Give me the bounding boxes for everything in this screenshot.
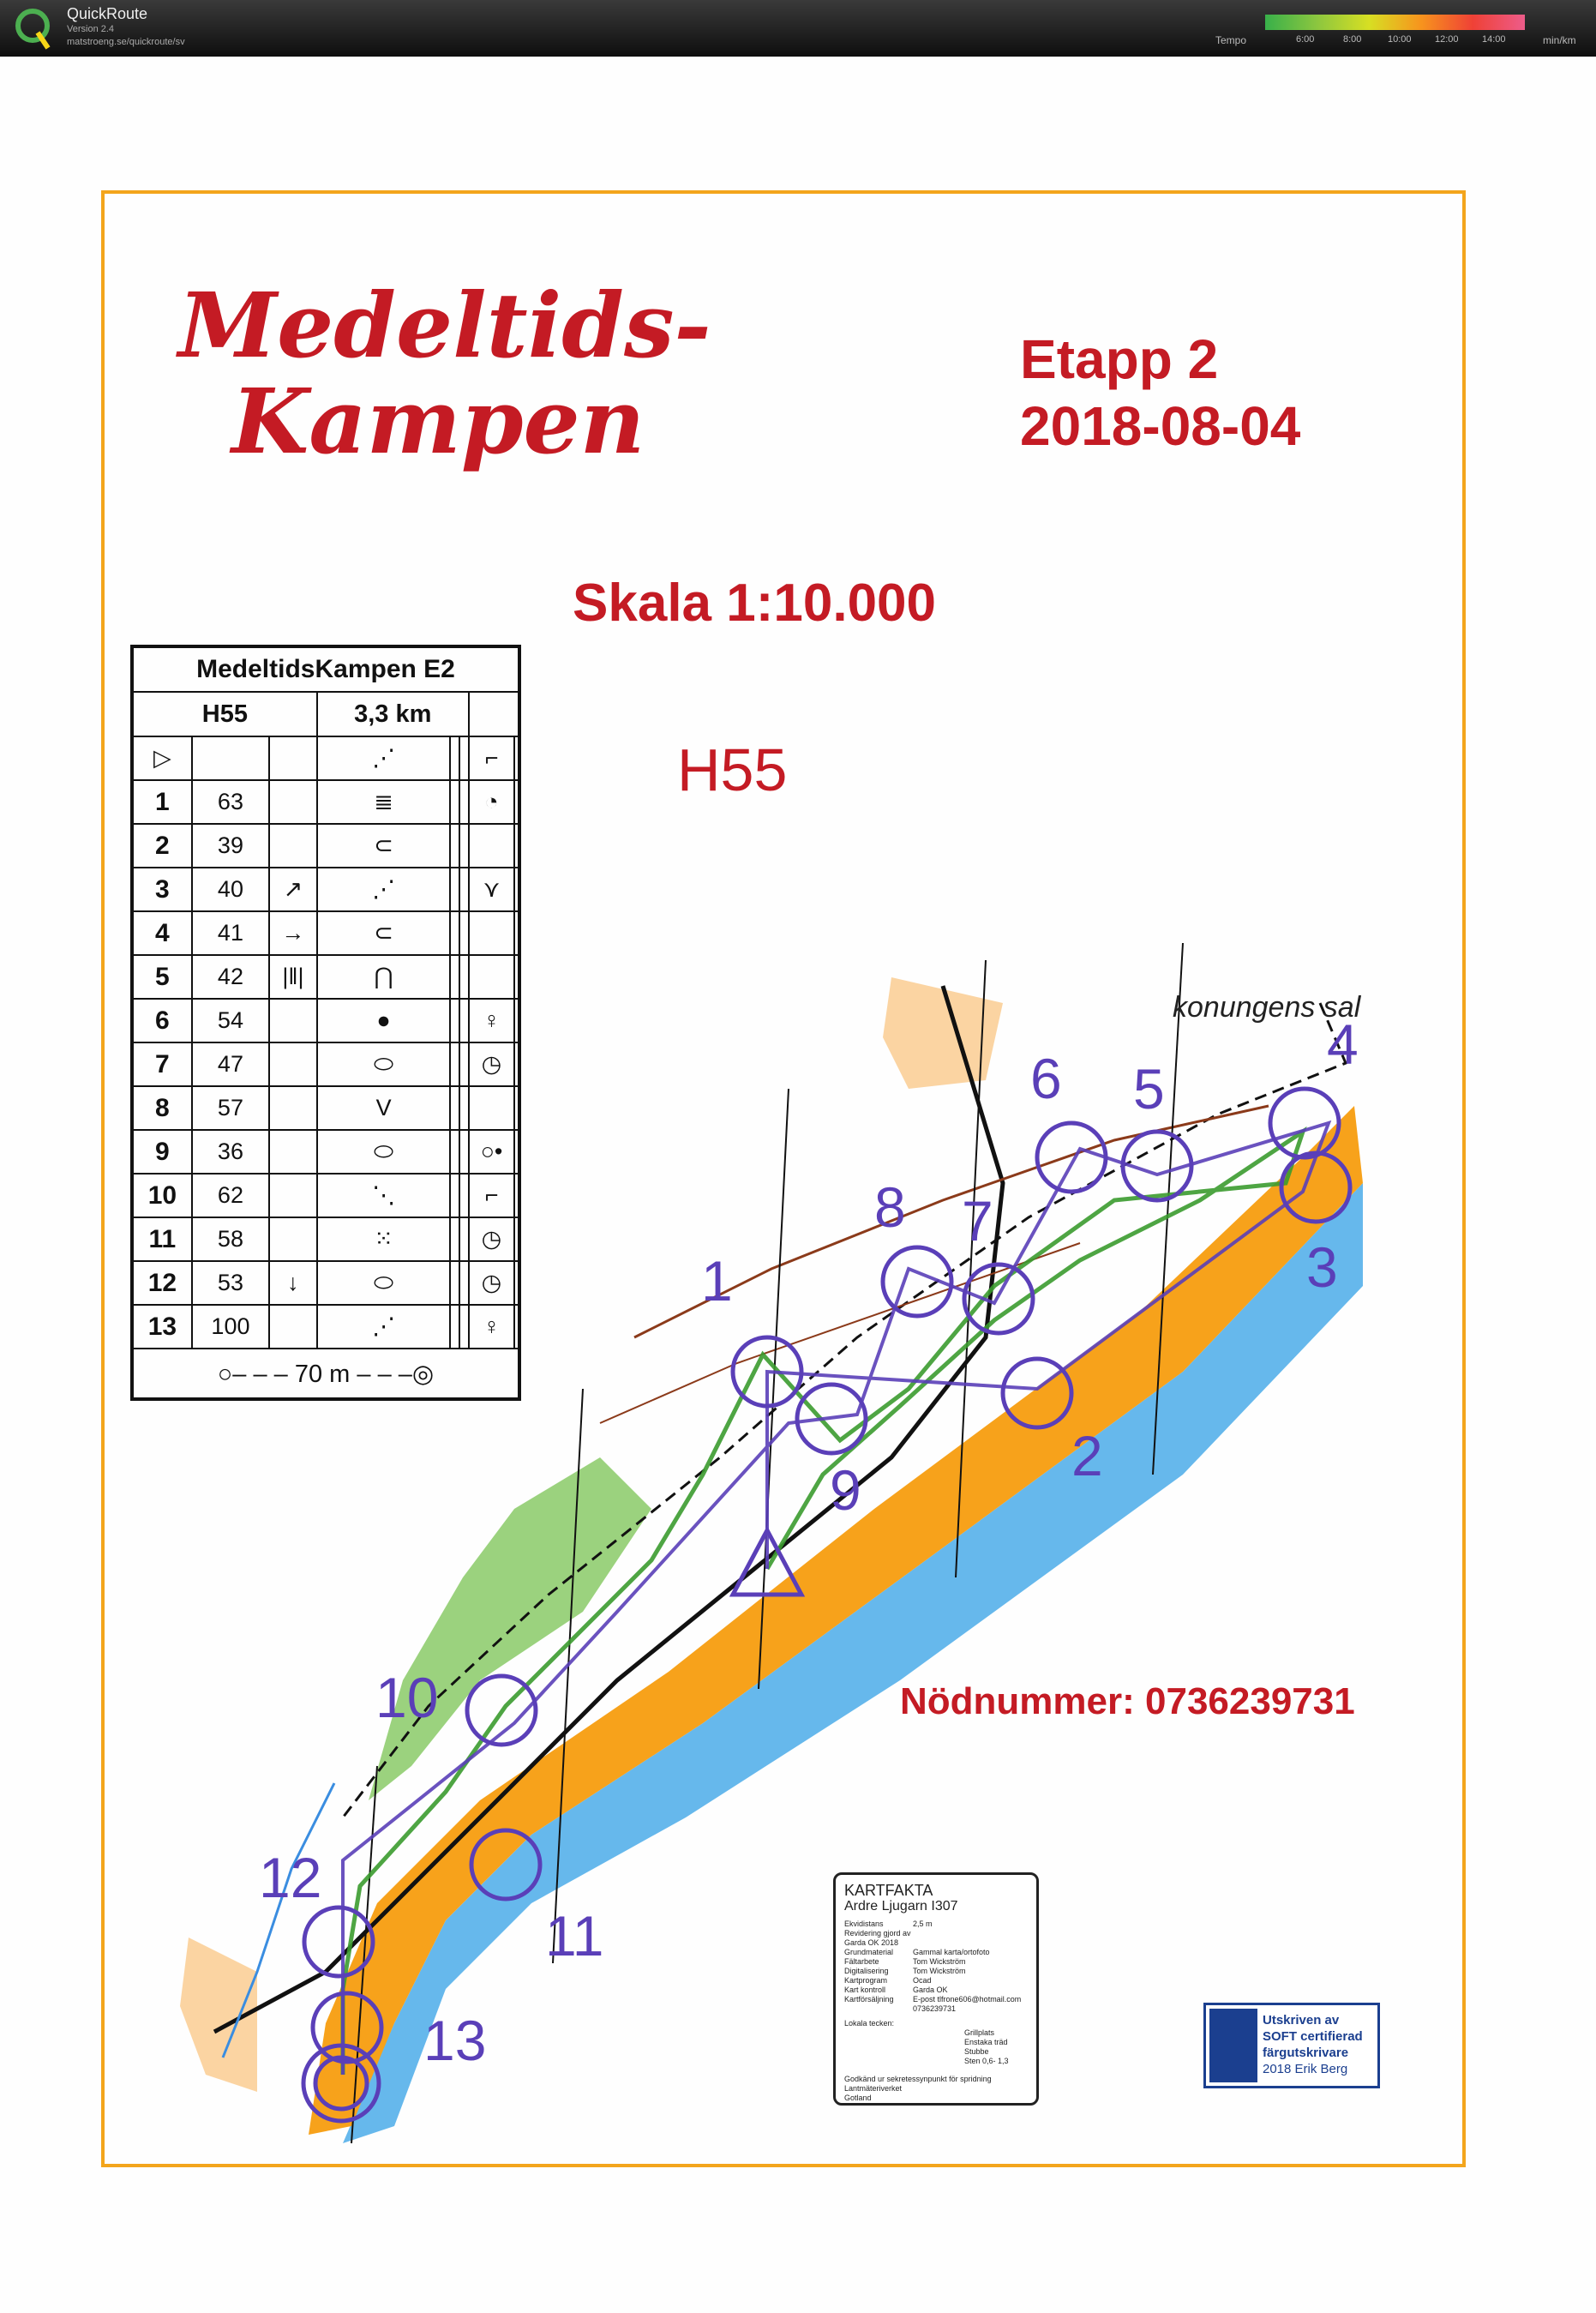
map-facts-key: Ekvidistans [844,1919,884,1928]
map-scale: Skala 1:10.000 [573,574,937,633]
map-facts-key: Grundmaterial [844,1948,894,1956]
control-code: 47 [192,1042,269,1086]
map-facts-key: Revidering gjord av Garda OK 2018 [844,1929,911,1947]
control-sequence-number: 4 [132,911,192,955]
control-direction: |‖| [269,955,317,999]
control-detail-symbol: ◔ [469,780,514,824]
map-facts-value: 2,5 m [913,1919,933,1928]
map-facts-footer: Godkänd ur sekretessynpunkt för spridning [844,2075,992,2083]
map-facts-row [844,1995,1028,2004]
start-triangle-icon: ▷ [132,736,192,780]
control-direction [269,1305,317,1349]
control-detail-symbol: ◷ [469,1217,514,1261]
control-number-5: 5 [1133,1057,1165,1120]
card-control-rows [132,780,519,1349]
map-facts-key: Kartprogram [844,1976,888,1985]
control-detail-symbol [469,911,514,955]
control-number-8: 8 [874,1175,906,1239]
soft-printer-badge [1203,2003,1380,2088]
tempo-tick: 12:00 [1435,34,1459,45]
map-facts-key: Fältarbete [844,1957,879,1966]
tempo-tick: 14:00 [1482,34,1506,45]
map-facts-row [844,1948,1028,1957]
tempo-unit: min/km [1543,34,1576,46]
control-direction [269,1130,317,1174]
map-facts-value: Tom Wickström [913,1957,966,1966]
local-symbol-item: Stubbe [964,2047,989,2056]
control-sequence-number: 10 [132,1174,192,1217]
badge-line: SOFT certifierad [1263,2029,1363,2044]
event-title-line2: Kampen [231,369,645,474]
finish-end-icon: – – –◎ [357,1360,435,1388]
control-feature-symbol: ⋰ [317,1305,451,1349]
finish-distance: 70 m [294,1360,351,1388]
card-control-row [132,868,519,911]
control-sequence-number: 8 [132,1086,192,1130]
control-direction [269,1217,317,1261]
control-sequence-number: 12 [132,1261,192,1305]
control-detail-symbol [469,955,514,999]
start-feature: ⋰ [317,736,451,780]
card-start-row [132,736,519,780]
tempo-label: Tempo [1215,34,1247,46]
card-control-row [132,780,519,824]
control-number-13: 13 [423,2009,487,2072]
control-sequence-number: 5 [132,955,192,999]
card-class-row [132,692,519,736]
control-detail-symbol: ◷ [469,1261,514,1305]
map-facts-row [844,1929,1028,1948]
badge-line: 2018 Erik Berg [1263,2062,1348,2076]
control-detail-symbol: ○• [469,1130,514,1174]
card-distance: 3,3 km [317,692,469,736]
card-control-row [132,999,519,1042]
control-sequence-number: 6 [132,999,192,1042]
control-direction [269,1174,317,1217]
badge-line: färgutskrivare [1263,2046,1349,2060]
control-detail-symbol [469,1086,514,1130]
control-code: 42 [192,955,269,999]
finish-start-icon: ○– – – [217,1360,288,1388]
map-facts-value: 0736239731 [913,2004,957,2013]
map-facts-rows [844,1919,1028,2014]
control-code: 100 [192,1305,269,1349]
card-control-row [132,1261,519,1305]
card-control-row [132,1042,519,1086]
control-sequence-number: 1 [132,780,192,824]
control-code: 57 [192,1086,269,1130]
local-symbol-item: Sten 0,6- 1,3 [964,2057,1009,2065]
card-class: H55 [132,692,317,736]
control-sequence-number: 2 [132,824,192,868]
app-name: QuickRoute [67,5,148,22]
local-symbol-item: Grillplats [964,2028,995,2037]
control-direction [269,999,317,1042]
control-code: 39 [192,824,269,868]
map-facts-row [844,1986,1028,1995]
place-name-label: konungens sal [1173,991,1361,1024]
map-facts-box [833,1872,1039,2106]
card-finish-row [132,1349,519,1399]
control-detail-symbol [469,824,514,868]
map-facts-key [844,2004,913,2014]
control-direction: → [269,911,317,955]
control-code: 36 [192,1130,269,1174]
control-feature-symbol: ≣ [317,780,451,824]
course-class: H55 [677,736,788,803]
control-feature-symbol: ⊂ [317,824,451,868]
map-facts-key: Digitalisering [844,1967,889,1975]
card-control-row [132,1174,519,1217]
control-number-9: 9 [830,1458,861,1522]
control-detail-symbol: ♀ [469,1305,514,1349]
control-feature-symbol: ⋂ [317,955,451,999]
svensk-orientering-logo-icon [1209,2009,1257,2082]
map-facts-title: KARTFAKTA [844,1882,933,1899]
control-sequence-number: 9 [132,1130,192,1174]
control-direction [269,1086,317,1130]
map-facts-value: Tom Wickström [913,1967,966,1975]
control-sequence-number: 13 [132,1305,192,1349]
control-detail-symbol: ⌐ [469,1174,514,1217]
control-detail-symbol: ⋎ [469,868,514,911]
control-feature-symbol: ⁙ [317,1217,451,1261]
control-number-7: 7 [962,1189,993,1253]
map-facts-subtitle: Ardre Ljugarn I307 [844,1899,958,1913]
control-feature-symbol: ⋰ [317,868,451,911]
event-title-line1: Medeltids- [178,273,711,378]
control-number-6: 6 [1030,1047,1062,1110]
app-version: Version 2.4 [67,24,115,34]
map-facts-key: Kartförsäljning [844,1995,894,2004]
control-number-3: 3 [1306,1235,1338,1299]
card-control-row [132,1130,519,1174]
map-facts-row [844,2004,1028,2014]
control-direction: ↗ [269,868,317,911]
card-control-row [132,1305,519,1349]
control-direction: ↓ [269,1261,317,1305]
tempo-tick: 10:00 [1388,34,1412,45]
card-title-row [132,646,519,692]
stage-label: Etapp 2 [1020,328,1219,390]
control-direction [269,824,317,868]
app-url: matstroeng.se/quickroute/sv [67,37,185,47]
map-facts-value: E-post tlfrone606@hotmail.com [913,1995,1022,2004]
card-control-row [132,1086,519,1130]
control-direction [269,1042,317,1086]
card-control-row [132,824,519,868]
control-number-11: 11 [545,1904,604,1968]
control-feature-symbol: ⬭ [317,1261,451,1305]
local-symbol-item: Enstaka träd [964,2038,1008,2046]
local-symbols-list [844,2028,1028,2066]
control-feature-symbol: V [317,1086,451,1130]
map-facts-footer: Lantmäteriverket [844,2084,903,2093]
map-facts-value: Gammal karta/ortofoto [913,1948,990,1956]
control-code: 63 [192,780,269,824]
control-code: 54 [192,999,269,1042]
local-symbols-title: Lokala tecken: [844,2019,895,2028]
control-detail-symbol: ◷ [469,1042,514,1086]
map-facts-footer: Gotland [844,2094,872,2102]
control-sequence-number: 11 [132,1217,192,1261]
tempo-tick: 8:00 [1343,34,1362,45]
map-facts-row [844,1976,1028,1986]
control-number-10: 10 [375,1666,439,1729]
control-code: 53 [192,1261,269,1305]
badge-line: Utskriven av [1263,2013,1340,2028]
tempo-tick: 6:00 [1296,34,1315,45]
control-sequence-number: 7 [132,1042,192,1086]
control-code: 41 [192,911,269,955]
control-direction [269,780,317,824]
emergency-number: Nödnummer: 0736239731 [900,1680,1355,1722]
map-facts-key: Kart kontroll [844,1986,886,1994]
map-facts-value: Ocad [913,1976,932,1985]
map-facts-row [844,1957,1028,1967]
control-feature-symbol: ⊂ [317,911,451,955]
control-sequence-number: 3 [132,868,192,911]
start-detail: ⌐ [469,736,514,780]
control-feature-symbol: ⬭ [317,1042,451,1086]
control-feature-symbol: ● [317,999,451,1042]
control-detail-symbol: ♀ [469,999,514,1042]
control-number-1: 1 [701,1249,733,1313]
control-number-12: 12 [259,1846,322,1909]
control-feature-symbol: ⋱ [317,1174,451,1217]
event-date: 2018-08-04 [1020,395,1301,457]
card-control-row [132,911,519,955]
control-code: 62 [192,1174,269,1217]
card-control-row [132,1217,519,1261]
control-description-card [130,645,521,1401]
card-control-row [132,955,519,999]
map-facts-row [844,1919,1028,1929]
card-title: MedeltidsKampen E2 [132,646,519,692]
control-code: 40 [192,868,269,911]
map-facts-row [844,1967,1028,1976]
control-feature-symbol: ⬭ [317,1130,451,1174]
control-number-2: 2 [1071,1424,1103,1487]
map-facts-value: Garda OK [913,1986,948,1994]
control-code: 58 [192,1217,269,1261]
control-number-4: 4 [1327,1012,1359,1076]
